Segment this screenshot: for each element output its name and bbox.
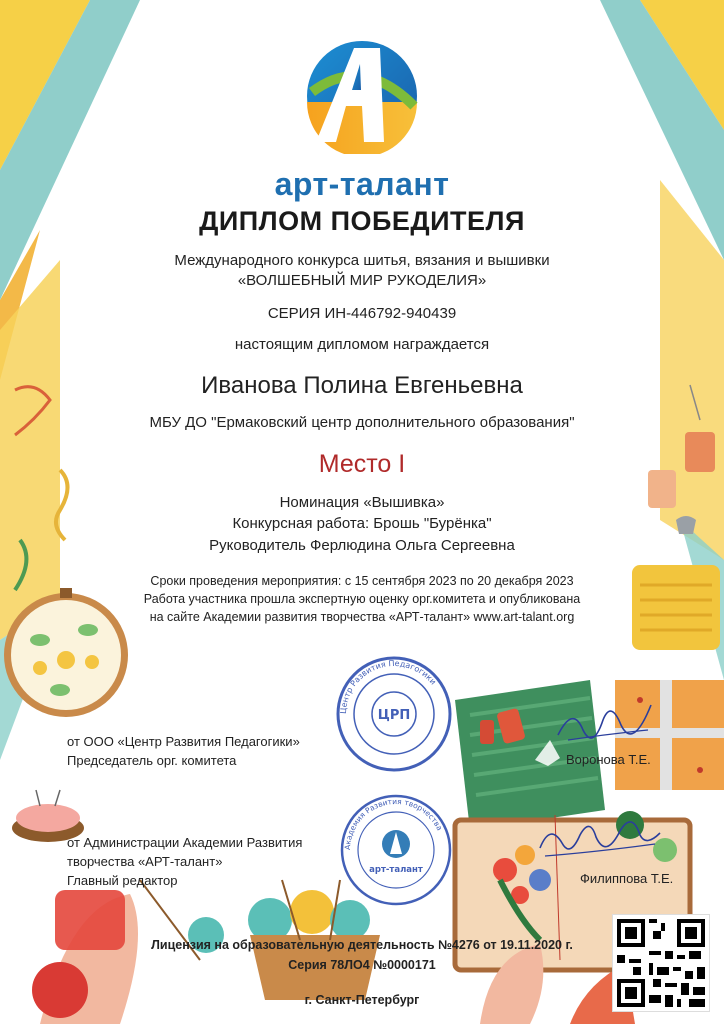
recipient-organization: МБУ ДО "Ермаковский центр дополнительного образования" [149,414,575,431]
license-info: Лицензия на образовательную деятельность №4276 от 19.11.2020 г. [151,938,573,952]
academy-stamp [338,792,454,908]
academy-stamp-ring-text: Академия Развития творчества [342,796,445,851]
qr-code[interactable] [612,914,710,1012]
contest-name-line1: Международного конкурса шитья, вязания и вышивки [174,252,550,269]
signatory-org-line1: от Администрации Академии Развития [67,835,303,850]
competition-work: Конкурсная работа: Брошь "Бурёнка" [232,515,492,532]
signatory-role: Главный редактор [67,873,178,888]
contest-name-line2: «ВОЛШЕБНЫЙ МИР РУКОДЕЛИЯ» [237,272,487,289]
signature-block-1 [67,732,300,770]
crp-stamp-ring-text: Центр Развития Педагогики [338,658,438,715]
signatory-org: от ООО «Центр Развития Педагогики» [67,734,300,749]
art-talant-logo-icon [302,34,422,154]
signatory-name-2: Филиппова Т.Е. [580,871,674,886]
supervisor: Руководитель Ферлюдина Ольга Сергеевна [209,537,515,554]
signature-scribble-2 [530,818,670,868]
series-number: СЕРИЯ ИН-446792-940439 [267,305,457,322]
academy-stamp-logo-text: арт-талант [369,865,423,875]
place-award: Место I [318,450,406,478]
event-dates: Сроки проведения мероприятия: с 15 сентября 2023 по 20 декабря 2023 [150,574,574,588]
awarded-text: настоящим дипломом награждается [234,336,490,353]
qr-code-icon [613,915,709,1011]
publication-note: на сайте Академии развития творчества «АРТ-талант» www.art-talant.org [149,610,575,624]
license-series: Серия 78ЛО4 №0000171 [288,958,436,972]
signature-scribble-1 [548,700,658,750]
nomination: Номинация «Вышивка» [279,494,445,511]
signature-block-2 [67,833,302,890]
diploma-title: ДИПЛОМ ПОБЕДИТЕЛЯ [199,206,525,236]
signatory-name-1: Воронова Т.Е. [566,752,651,767]
crp-stamp-center-text: ЦРП [377,708,411,723]
recipient-name: Иванова Полина Евгеньевна [201,372,523,399]
expert-review-note: Работа участника прошла экспертную оценку орг.комитета и опубликована [143,592,581,606]
signatory-role: Председатель орг. комитета [67,753,237,768]
signatory-org-line2: творчества «АРТ-талант» [67,854,223,869]
crp-stamp [334,654,454,774]
city: г. Санкт-Петербург [304,993,420,1007]
logo-wordmark: арт-талант [274,166,450,202]
